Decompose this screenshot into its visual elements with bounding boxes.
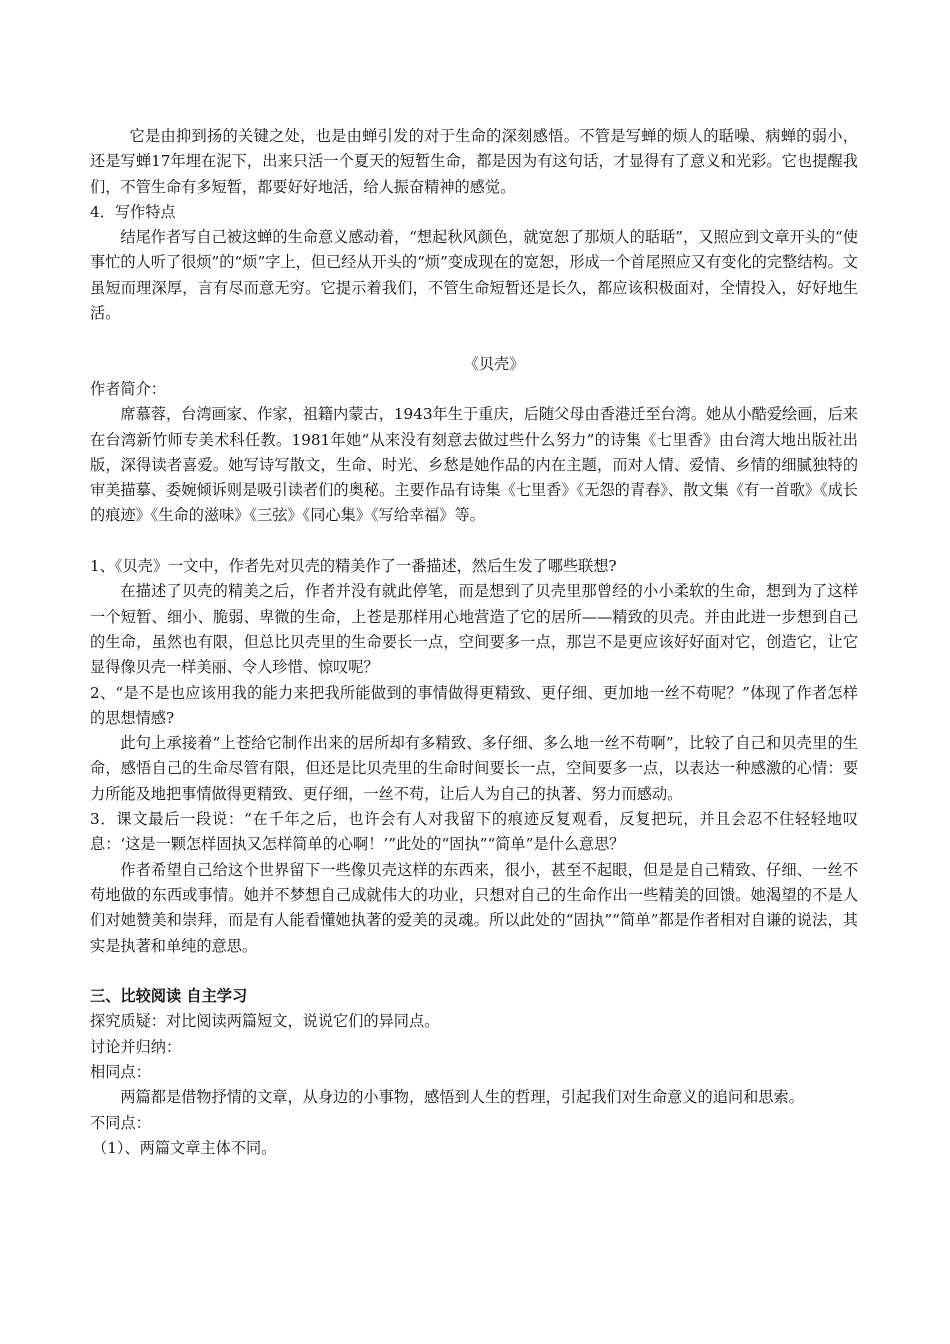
explore-prompt: 探究质疑：对比阅读两篇短文，说说它们的异同点。 (90, 1012, 440, 1031)
discuss-label: 讨论并归纳： (90, 1037, 182, 1056)
spacer (90, 529, 858, 554)
question-1: 1、《贝壳》一文中，作者先对贝壳的精美作了一番描述，然后生发了哪些联想? (90, 557, 617, 576)
document-page (90, 124, 858, 1161)
answer-3: 作者希望自己给这个世界留下一些像贝壳这样的东西来，很小，甚至不起眼，但是是自己精致、仔细、一丝不苟地做的东西或事情。她并不梦想自己成就伟大的功业，只想对自己的生命作出一些精美的回馈。她渴望的不是人们对她赞美和崇拜，而是有人能看懂她执著的爱美的灵魂。所以此处的“固执”“简单”都是作者相对自谦的说法，其实是执著和单纯的意思。 (90, 860, 858, 955)
difference-item-1: （1）、两篇文章主体不同。 (92, 1138, 277, 1157)
question-2: 2、“是不是也应该用我的能力来把我所能做到的事情做得更精致、更仔细、更加地一丝不苟呢？”体现了作者怎样的思想情感? (90, 683, 858, 727)
question-3: 3．课文最后一段说：“在千年之后，也许会有人对我留下的痕迹反复观看，反复把玩，并且会忍不住轻轻地叹息：‘这是一颗怎样固执又怎样简单的心啊！’”此处的“固执”“简单”是什么意思？ (90, 810, 858, 854)
similarities-label: 相同点： (90, 1062, 151, 1081)
differences-label: 不同点： (90, 1113, 151, 1132)
shell-title: 《贝壳》 (463, 354, 525, 373)
spacer (90, 959, 858, 984)
answer-2: 此句上承接着“上苍给它制作出来的居所却有多精致、多仔细、多么地一丝不苟啊”，比较了自己和贝壳里的生命，感悟自己的生命尽管有限，但还是比贝壳里的生命时间要长一点，空间要多一点，以表达一种感激的心情：要力所能及地把事情做得更精致、更仔细，一丝不苟，让后人为自己的执著、努力而感动。 (90, 734, 858, 803)
compare-reading-heading: 三、比较阅读 自主学习 (90, 987, 248, 1006)
answer-1: 在描述了贝壳的精美之后，作者并没有就此停笔，而是想到了贝壳里那曾经的小小柔软的生命，想到为了这样一个短暂、细小、脆弱、卑微的生命，上苍是那样用心地营造了它的居所——精致的贝壳。并由此进一步想到自己的生命，虽然也有限，但总比贝壳里的生命要长一点，空间要多一点，那岂不是更应该好好面对它，创造它，让它显得像贝壳一样美丽、令人珍惜、惊叹呢？ (90, 582, 858, 677)
similarities-paragraph: 两篇都是借物抒情的文章，从身边的小事物，感悟到人生的哲理，引起我们对生命意义的追问和思索。 (120, 1088, 804, 1107)
cicada-paragraph-1: 它是由抑到扬的关键之处，也是由蝉引发的对于生命的深刻感悟。不管是写蝉的烦人的聒噪、病蝉的弱小，还是写蝉17年埋在泥下，出来只活一个夏天的短暂生命，都是因为有这句话，才显得有了意义和光彩。它也提醒我们，不管生命有多短暂，都要好好地活，给人振奋精神的感觉。 (90, 127, 858, 196)
author-intro-label: 作者简介： (90, 379, 166, 398)
author-intro-paragraph: 席慕蓉，台湾画家、作家，祖籍内蒙古，1943年生于重庆，后随父母由香港迁至台湾。她从小酷爱绘画，后来在台湾新竹师专美术科任教。1981年她“从来没有刻意去做过些什么努力”的诗集《七里香》由台湾大地出版社出版，深得读者喜爱。她写诗写散文，生命、时光、乡愁是她作品的内在主题，而对人情、爱情、乡情的细腻独特的审美描摹、委婉倾诉则是吸引读者们的奥秘。主要作品有诗集《七里香》《无怨的青春》、散文集《有一首歌》《成长的痕迹》《生命的滋味》《三弦》《同心集》《写给幸福》等。 (90, 405, 858, 525)
cicada-paragraph-2: 结尾作者写自己被这蝉的生命意义感动着，“想起秋风颜色，就宽恕了那烦人的聒聒”，又照应到文章开头的“使事忙的人听了很烦”的“烦”字上，但已经从开头的“烦”变成现在的宽恕，形成一个首尾照应又有变化的完整结构。文虽短而理深厚，言有尽而意无穷。它提示着我们，不管生命短暂还是长久，都应该积极面对，全情投入，好好地生活。 (90, 228, 858, 323)
spacer (90, 326, 858, 351)
writing-features-heading: 4．写作特点 (90, 202, 176, 221)
